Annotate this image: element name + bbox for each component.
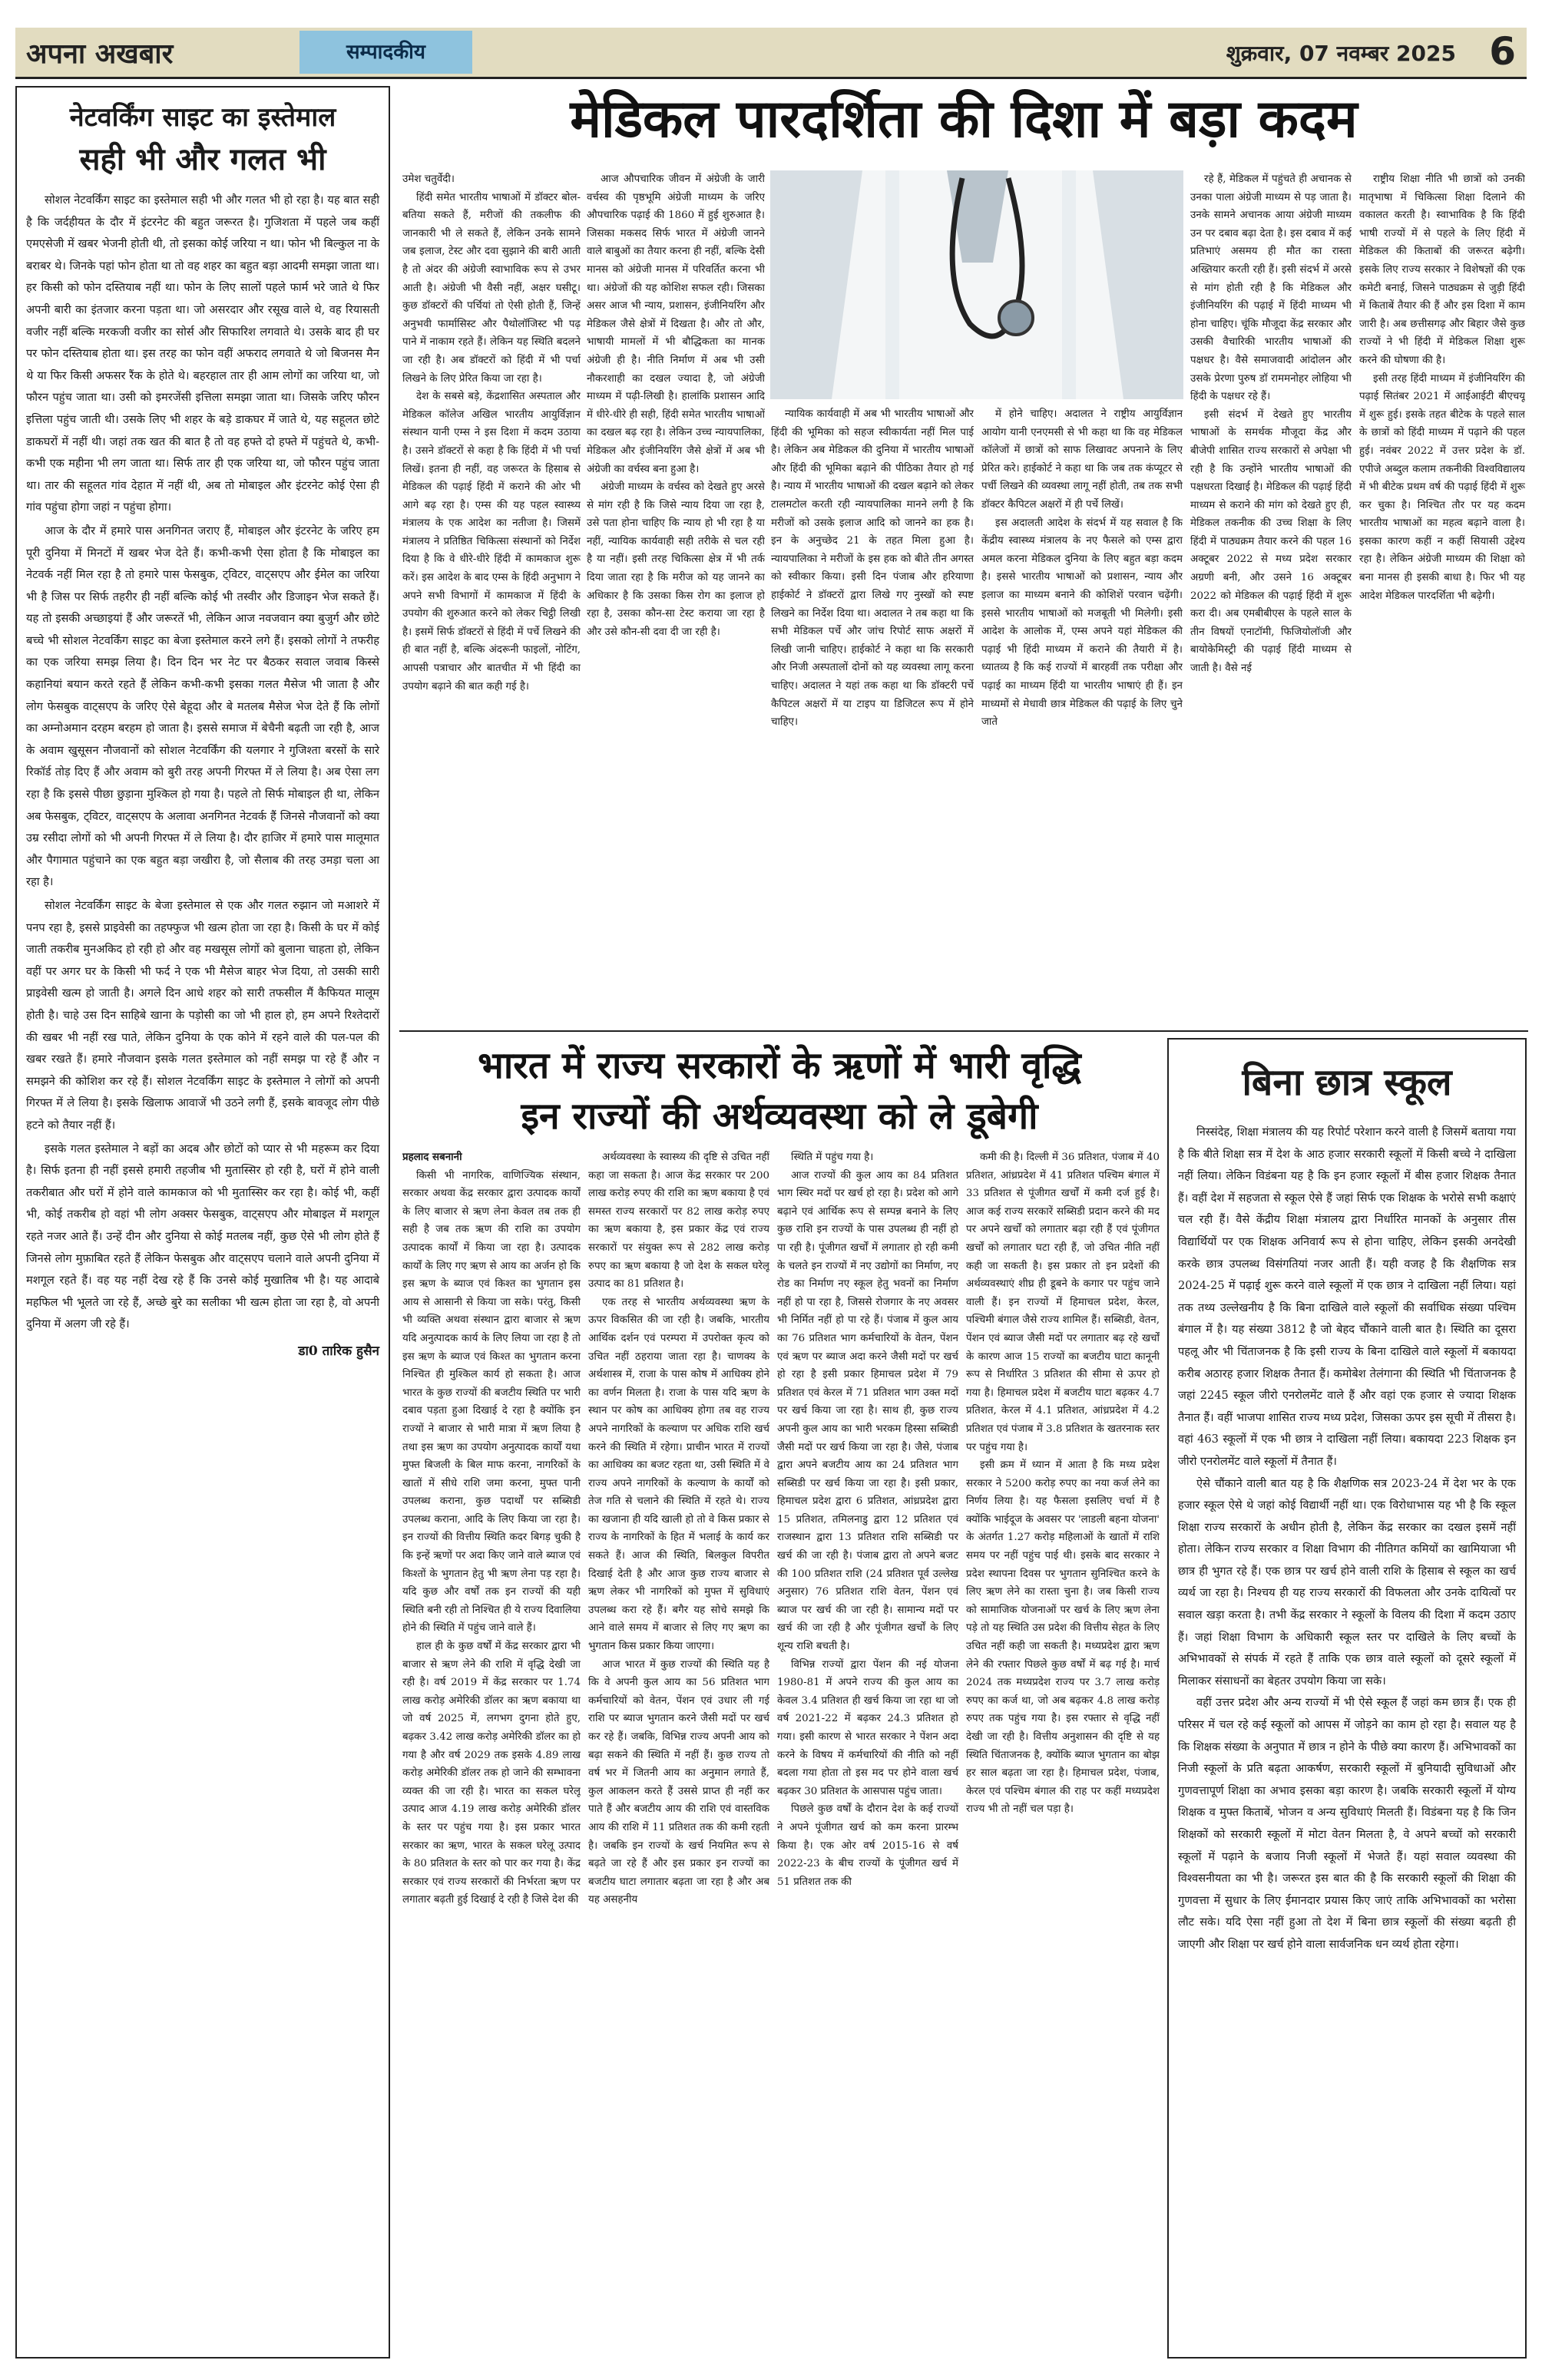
article2-paragraph: प्रहलाद सबनानी — [402, 1151, 462, 1163]
article1-paragraph: उमेश चतुर्वेदी। — [402, 174, 455, 185]
article1-paragraph: हिंदी समेत भारतीय भाषाओं में डॉक्टर बोल-बतिया सकते हैं, मरीजों की तकलीफ की जानकारी भी ले सकते हैं, लेकिन उनके सामने जब इलाज, टेस्ट और दवा सुझाने की बारी आती है तो अंदर की अंग्रेजी स्वाभाविक रूप से उभर आती है। अंग्रेजी भी वैसी नहीं, अक्षर घसीटू। कुछ डॉक्टरों की पर्चियां तो ऐसी होती हैं, जिन्हें अनुभवी फार्मासिस्ट और पैथोलॉजिस्ट भी पढ़ पाने में नाकाम रहते हैं। लेकिन यह स्थिति बदलने जा रही है। अब डॉक्टरों को हिंदी में भी पर्चा लिखने के लिए प्रेरित किया जा रहा है। — [402, 191, 581, 385]
left-article-body — [17, 183, 389, 1368]
article2-column-2 — [588, 1149, 769, 2359]
section-label: सम्पादकीय — [299, 31, 472, 74]
article2-paragraph: पिछले कुछ वर्षों के दौरान देश के कई राज्यों ने अपने पूंजीगत खर्च को कम करना प्रारम्भ किया है। एक ओर वर्ष 2015-16 से वर्ष 2022-23 के बीच राज्यों के पूंजीगत खर्च में 51 प्रतिशत तक की — [777, 1803, 958, 1888]
left-paragraph: सोशल नेटवर्किंग साइट का इस्तेमाल सही भी और गलत भी हो रहा है। यह बात सही है कि जर्दहीयत के दौर में इंटरनेट की बहुत जरूरत है। गुजिशता में पहले जब कहीं एमएसेजी में खबर भेजनी होती थी, तो इसका कोई जरिया न था। फोन भी बिल्कुल ना के बराबर थे। जिनके पहां फोन होता था तो वह शहर का बहुत बड़ा आदमी समझा जाता था। हर किसी को फोन दस्तियाब नहीं था। फोन के लिए सालों पहले फार्म भरे जाते थे फिर अपनी बारी का इंतजार करना पड़ता था। जो असरदार और रसूख वाले थे, वह रियासती वजीर नहीं बल्कि मरकजी वजीर का सोर्स और सिफारिश लगवाते थे। उसके बाद ही घर पर फोन दस्तियाब होता था। इस तरह का फोन वहीं अफराद लगवाते थे जो बिजनस मैन थे या फिर किसी अफसर रैंक के होते थे। बहरहाल तार ही आम लोगों का जरिया था, जो फौरन पहुंच जाता था। उसी को इमरजेंसी इत्तिला समझा जाता था। जिसके जरिए फौरन इत्तिला पहुंच जाती थी। उसके लिए भी शहर के बड़े डाकघर में जाते थे, यह सहूलत छोटे डाकघरों में नहीं थी। जहां तक खत की बात है तो वह हफ्ते दो हफ्ते में पहुंचते थे, कभी-कभी एक महीना भी लग जाता था। सिर्फ तार ही एक जरिया था, जो फौरन पहुंच जाता था। तार की सहूलत गांव देहात में नहीं थी, अब तो मोबाइल और इंटरनेट कोई ऐसा ही गांव पहुंचा होगा जहां न पहुंचा होगा। — [26, 193, 379, 514]
article1-paragraph: इसी तरह हिंदी माध्यम में इंजीनियरिंग की पढ़ाई सितंबर 2021 में आईआईटी बीएचयू में शुरू हुई। इसके तहत बीटेक के पहले साल के छात्रों को हिंदी माध्यम में पढ़ाने की पहल हुई। नवंबर 2022 में उत्तर प्रदेश के डॉ. एपीजे अब्दुल कलाम तकनीकी विश्वविद्यालय में भी बीटेक प्रथम वर्ष की पढ़ाई हिंदी में शुरू कर चुका है। निश्चित तौर पर यह कदम भारतीय भाषाओं का महत्व बढ़ाने वाला है। इसका कारण कहीं न कहीं सियासी उद्देश्य रहा है। लेकिन अंग्रेजी माध्यम की शिक्षा को बना मानस ही इसकी बाधा है। फिर भी यह आदेश मेडिकल पारदर्शिता भी बढ़ेगी। — [1359, 372, 1525, 602]
left-article-title-line2: सही भी और गलत भी — [79, 141, 326, 177]
left-article-byline: डा0 तारिक हुसैन — [298, 1343, 379, 1359]
article1-column-6 — [1359, 170, 1525, 1023]
section-divider — [399, 1030, 1528, 1032]
masthead — [15, 28, 1527, 79]
paper-name: अपना अखबार — [26, 38, 174, 70]
article3-headline: बिना छात्र स्कूल — [1242, 1061, 1452, 1104]
article3-paragraph: निस्संदेह, शिक्षा मंत्रालय की यह रिपोर्ट परेशान करने वाली है जिसमें बताया गया है कि बीते शिक्षा सत्र में देश के आठ हजार सरकारी स्कूलों में किसी बच्चे ने दाखिला नहीं लिया। लेकिन विडंबना यह है कि इन हजार स्कूलों में बीस हजार शिक्षक तैनात हैं। वहीं देश में सहजता से स्कूल ऐसे हैं जहां सिर्फ एक शिक्षक के भरोसे सभी कक्षाएं चल रही हैं। वैसे केंद्रीय शिक्षा मंत्रालय द्वारा निर्धारित मानकों के अनुसार तीस विद्यार्थियों पर एक शिक्षक अनिवार्य रूप से होना चाहिए, लेकिन इसकी अनदेखी करके छात्र उपलब्ध विसंगतियां नजर आती हैं। यही वजह है कि शैक्षणिक सत्र 2024-25 में पढ़ाई शुरू करने वाले स्कूलों में एक छात्र ने दाखिला नहीं लिया। यहां तक तथ्य उल्लेखनीय है कि बिना दाखिले वाले स्कूलों की सर्वाधिक संख्या पश्चिम बंगाल में है। यह संख्या 3812 है जो बेहद चौंकाने वाली बात है। स्थिति का दूसरा पहलू और भी चिंताजनक है कि इसी राज्य के बिना दाखिले वाले स्कूलों में बकायदा करीब अठारह हजार शिक्षक तैनात हैं। कमोबेश तेलंगाना की स्थिति भी चिंताजनक है जहां 2245 स्कूल जीरो एनरोलमेंट वाले हैं और वहां एक हजार से ज्यादा शिक्षक तैनात हैं। वहीं भाजपा शासित राज्य मध्य प्रदेश, जिसका ऊपर इस सूची में तीसरा है। वहां 463 स्कूलों में एक भी छात्र ने दाखिला नहीं लिया। बकायदा 223 शिक्षक इन जीरो एनरोलमेंट वाले स्कूलों में तैनात हैं। — [1178, 1126, 1516, 1468]
article3-paragraph: ऐसे चौंकाने वाली बात यह है कि शैक्षणिक सत्र 2023-24 में देश भर के एक हजार स्कूल ऐसे थे जहां कोई विद्यार्थी नहीं था। एक विरोधाभास यह भी है कि स्कूल शिक्षा राज्य सरकारों के अधीन होती है, लेकिन केंद्र सरकार का दखल इसमें नहीं होता। लेकिन राज्य सरकार व शिक्षा विभाग की नीतिगत कमियों का खामियाजा भी छात्र ही भुगत रहे हैं। एक छात्र पर खर्च होने वाली राशि के हिसाब से स्कूल का खर्च व्यर्थ जा रहा है। निश्चय ही यह राज्य सरकारों की विफलता और उनके दायित्वों पर सवाल खड़ा करता है। तभी केंद्र सरकार ने स्कूलों के विलय की दिशा में कदम उठाए हैं। जहां शिक्षा विभाग के अधिकारी स्कूल स्तर पर दाखिले के लिए बच्चों के अभिभावकों से संपर्क में रहते हैं ताकि एक छात्र वाले स्कूलों को दूसरे स्कूलों में मिलाकर संसाधनों का बेहतर उपयोग किया जा सके। — [1178, 1476, 1516, 1687]
left-article-title-line1: नेटवर्किंग साइट का इस्तेमाल — [69, 102, 336, 133]
article1-column-4 — [981, 405, 1183, 1023]
doctor-stethoscope-photo — [770, 170, 1183, 399]
article2-paragraph: कमी की है। दिल्ली में 36 प्रतिशत, पंजाब में 40 प्रतिशत, आंध्रप्रदेश में 41 प्रतिशत पश्चिम बंगाल में 33 प्रतिशत से पूंजीगत खर्चों में कमी दर्ज हुई है। आज कई राज्य सरकारें सब्सिडी प्रदान करने की मद पर अपने खर्चों को लगातार बढ़ा रही हैं एवं पूंजीगत खर्चों को लगातार घटा रही हैं, जो उचित नीति नहीं कही जा सकती है। इस प्रकार तो इन प्रदेशों की अर्थव्यवस्थाएं शीघ्र ही डूबने के कगार पर पहुंच जाने वाली हैं। इन राज्यों में हिमाचल प्रदेश, केरल, पश्चिमी बंगाल जैसे राज्य शामिल हैं। सब्सिडी, वेतन, पेंशन एवं ब्याज जैसी मदों पर लगातार बढ़ रहे खर्चों के कारण आज 15 राज्यों का बजटीय घाटा कानूनी रूप से निर्धारित 3 प्रतिशत की सीमा से ऊपर हो गया है। हिमाचल प्रदेश में बजटीय घाटा बढ़कर 4.7 प्रतिशत, केरल में 4.1 प्रतिशत, आंध्रप्रदेश में 4.2 प्रतिशत एवं पंजाब में 3.8 प्रतिशत के खतरनाक स्तर पर पहुंच गया है। — [966, 1152, 1160, 1453]
article2-paragraph: एक तरह से भारतीय अर्थव्यवस्था ऋण के ऊपर विकसित की जा रही है। जबकि, भारतीय आर्थिक दर्शन एवं परम्परा में उपरोक्त कृत्य को उचित नहीं ठहराया जाता रहा है। चाणक्य के अर्थशास्त्र में, राजा के पास कोष में आधिक्य होने का वर्णन मिलता है। राजा के पास यदि ऋण के स्थान पर कोष का आधिक्य होगा तब वह राज्य अपने नागरिकों के कल्याण पर अधिक राशि खर्च करने की स्थिति में रहेगा। प्राचीन भारत में राज्यों का आधिक्य का बजट रहता था, उसी स्थिति में वे राज्य अपने नागरिकों के कल्याण के कार्यों को तेज गति से चलाने की स्थिति में रहते थे। राज्य का खजाना ही यदि खाली हो तो वे किस प्रकार से राज्य के नागरिकों के हित में भलाई के कार्य कर सकते हैं। आज की स्थिति, बिलकुल विपरीत दिखाई देती है और आज कुछ राज्य बाजार से ऋण लेकर भी नागरिकों को मुफ्त में सुविधाएं उपलब्ध करा रहे हैं। बगैर यह सोचे समझे कि आने वाले समय में बाजार से लिए गए ऋण का भुगतान किस प्रकार किया जाएगा। — [588, 1296, 769, 1653]
article1-paragraph: न्यायिक कार्यवाही में अब भी भारतीय भाषाओं और हिंदी की भूमिका को सहज स्वीकार्यता नहीं मिल पाई है। लेकिन अब मेडिकल की दुनिया में भारतीय भाषाओं और हिंदी की भूमिका बढ़ाने की पीठिका तैयार हो गई है। न्याय में भारतीय भाषाओं की दखल बढ़ाने को लेकर टालमटोल करती रही न्यायपालिका मानने लगी है कि मरीजों को उसके इलाज आदि को जानने का हक है। इन के अनुच्छेद 21 के तहत मिला हुआ है। न्यायपालिका ने मरीजों के इस हक को बीते तीन अगस्त को स्वीकार किया। इसी दिन पंजाब और हरियाणा हाईकोर्ट ने डॉक्टरों द्वारा लिखे गए नुस्खों को स्पष्ट लिखने का निर्देश दिया था। अदालत ने तब कहा था कि सभी मेडिकल पर्चे और जांच रिपोर्ट साफ अक्षरों में लिखी जानी चाहिए। हाईकोर्ट ने कहा था कि सरकारी और निजी अस्पतालों दोनों को यह व्यवस्था लागू करना चाहिए। अदालत ने यहां तक कहा था कि डॉक्टरी पर्चे कैपिटल अक्षरों में या टाइप या डिजिटल रूप में होने चाहिए। — [771, 408, 974, 729]
article1-paragraph: में होने चाहिए। अदालत ने राष्ट्रीय आयुर्विज्ञान आयोग यानी एनएमसी से भी कहा था कि वह मेडिकल कॉलेजों में छात्रों को साफ लिखावट अपनाने के लिए प्रेरित करे। हाईकोर्ट ने कहा था कि जब तक कंप्यूटर से पर्ची लिखने की व्यवस्था लागू नहीं होती, तब तक सभी डॉक्टर कैपिटल अक्षरों में ही पर्चे लिखें। — [981, 408, 1183, 511]
article1-column-1 — [402, 170, 581, 1023]
article1-column-5 — [1190, 170, 1352, 1023]
doctor-photo-illustration — [770, 170, 1183, 399]
left-paragraph: इसके गलत इस्तेमाल ने बड़ों का अदब और छोटों को प्यार से भी महरूम कर दिया है। सिर्फ इतना ही नहीं इससे हमारी तहजीब भी मुतास्सिर हो रही है, घरों में होने वाली तकरीबात और घरों में होने वाले कामकाज को भी मुतास्सिर कर रहा है। कोई भी, कहीं भी, कोई तकरीब हो वहां भी लोग अक्सर फेसबुक, वाट्सएप और मोबाइल में मशगूल रहते नजर आते हैं। उन्हें दीन और दुनिया से कोई मतलब नहीं, कुछ ऐसे भी लोग होते हैं जिनसे लोग मुफ़ाबित रहते हैं लेकिन फेसबुक और वाट्सएप चलाने वाले अपनी दुनिया में मशगूल रहते हैं। वह यह नहीं देख रहे हैं कि उनसे कोई मुखातिब भी है। यह आदाबे महफिल भी भूलते जा रहे हैं, अच्छे बुरे का सलीका भी खत्म होता जा रहा है, वो अपनी दुनिया में अलग जी रहे हैं। — [26, 1142, 379, 1331]
article3-body — [1169, 1119, 1525, 1959]
article1-paragraph: आज औपचारिक जीवन में अंग्रेजी के जारी वर्चस्व की पृष्ठभूमि अंग्रेजी माध्यम के जरिए औपचारिक पढ़ाई की 1860 में हुई शुरुआत है। जिसका मकसद सिर्फ भारत में अंग्रेजी जानने वाले बाबुओं का तैयार करना ही नहीं, बल्कि देसी मानस को अंग्रेजी मानस में परिवर्तित करना भी था। अंग्रेजों की यह कोशिश सफल रही। जिसका असर आज भी न्याय, प्रशासन, इंजीनियरिंग और मेडिकल जैसे क्षेत्रों में दिखता है। और तो और, भाषायी मामलों में भी बौद्धिकता का मानक अंग्रेजी ही है। नीति निर्माण में अब भी उसी नौकरशाही का दखल ज्यादा है, जो अंग्रेजी माध्यम में पढ़ी-लिखी है। हालांकि प्रशासन आदि में धीरे-धीरे ही सही, हिंदी समेत भारतीय भाषाओं का दखल बढ़ रहा है। लेकिन उच्च न्यायपालिका, मेडिकल और इंजीनियरिंग जैसे क्षेत्रों में अब भी अंग्रेजी का वर्चस्व बना हुआ है। — [587, 174, 765, 475]
article2-paragraph: अर्थव्यवस्था के स्वास्थ्य की दृष्टि से उचित नहीं कहा जा सकता है। आज केंद्र सरकार पर 200 लाख करोड़ रुपए की राशि का ऋण बकाया है एवं समस्त राज्य सरकारों पर 82 लाख करोड़ रुपए का ऋण बकाया है, इस प्रकार केंद्र एवं राज्य सरकारों पर संयुक्त रूप से 282 लाख करोड़ रुपए का ऋण बकाया है जो देश के सकल घरेलू उत्पाद का 81 प्रतिशत है। — [588, 1152, 769, 1291]
article2-headline-line1: भारत में राज्य सरकारों के ऋणों में भारी वृद्धि — [478, 1044, 1081, 1087]
issue-date: शुक्रवार, 07 नवम्बर 2025 — [1226, 41, 1456, 66]
article1-paragraph: देश के सबसे बड़े, केंद्रशासित अस्पताल और मेडिकल कॉलेज अखिल भारतीय आयुर्विज्ञान संस्थान यानी एम्स ने इस दिशा में कदम उठाया है। उसने डॉक्टरों से कहा है कि हिंदी में भी पर्चा लिखें। इतना ही नहीं, वह जरूरत के हिसाब से मेडिकल की पढ़ाई हिंदी में कराने की ओर भी आगे बढ़ रहा है। एम्स की यह पहल स्वास्थ्य मंत्रालय के एक आदेश का नतीजा है। जिसमें मंत्रालय ने प्रतिष्ठित चिकित्सा संस्थानों को निर्देश दिया है कि वे धीरे-धीरे हिंदी में कामकाज शुरू करें। इस आदेश के बाद एम्स के हिंदी अनुभाग ने अपने सभी विभागों में कामकाज में हिंदी के उपयोग की शुरुआत करने को लेकर चिट्ठी लिखी है। इसमें सिर्फ डॉक्टरों से हिंदी में पर्चे लिखने की ही बात नहीं है, बल्कि अंदरूनी फाइलों, नोटिंग, आपसी पत्राचार और बातचीत में भी हिंदी का उपयोग बढ़ाने की बात कही गई है। — [402, 391, 581, 693]
article1-column-2 — [587, 170, 765, 1023]
article3-box — [1167, 1038, 1527, 2359]
article2-column-4 — [966, 1149, 1160, 2359]
article2-paragraph: किसी भी नागरिक, वाणिज्यिक संस्थान, सरकार अथवा केंद्र सरकार द्वारा उत्पादक कार्यों के लिए बाजार से ऋण लेना केवल तब तक ही सही है जब तक ऋण की राशि का उपयोग उत्पादक कार्यों में किया जा रहा है। उत्पादक कार्यों के लिए गए ऋण से आय का अर्जन हो कि इस ऋण के ब्याज एवं किश्त का भुगतान इस आय से आसानी से किया जा सके। परंतु, किसी भी व्यक्ति अथवा संस्थान द्वारा बाजार से ऋण यदि अनुत्पादक कार्य के लिए लिया जा रहा है तो इस ऋण के ब्याज एवं किश्त का भुगतान करना निश्चित ही मुश्किल कार्य हो सकता है। आज भारत के कुछ राज्यों की बजटीय स्थिति पर भारी दबाव पड़ता हुआ दिखाई दे रहा है क्योंकि इन राज्यों ने बाजार से भारी मात्रा में ऋण लिया है तथा इस ऋण का उपयोग अनुत्पादक कार्यों यथा मुफ्त बिजली के बिल माफ करना, नागरिकों के खातों में सीधे राशि जमा करना, मुफ्त पानी उपलब्ध कराना, कुछ पदार्थों पर सब्सिडी उपलब्ध कराना, आदि के लिए किया जा रहा है। इन राज्यों की वित्तीय स्थिति कदर बिगड़ चुकी है कि इन्हें ऋणों पर अदा किए जाने वाले ब्याज एवं किश्तों के भुगतान हेतु भी ऋण लेना पड़ रहा है। यदि कुछ और वर्षों तक इन राज्यों की यही स्थिति बनी रही तो निश्चित ही ये राज्य दिवालिया होने की स्थिति में पहुंच जाने वाले हैं। — [402, 1169, 581, 1635]
article2-column-1 — [402, 1149, 581, 2359]
article1-paragraph: अंग्रेजी माध्यम के वर्चस्व को देखते हुए अरसे से मांग रही है कि जिसे न्याय दिया जा रहा है, उसे पता होना चाहिए कि न्याय हो भी रहा है या नहीं, न्यायिक कार्यवाही सही तरीके से चल रही है या नहीं। इसी तरह चिकित्सा क्षेत्र में भी तर्क दिया जाता रहा है कि मरीज को यह जानने का अधिकार है कि उसका किस रोग का इलाज हो रहा है, उसका कौन-सा टेस्ट कराया जा रहा है और उसे कौन-सी दवा दी जा रही है। — [587, 481, 765, 638]
article2-paragraph: हाल ही के कुछ वर्षों में केंद्र सरकार द्वारा भी बाजार से ऋण लेने की राशि में वृद्धि देखी जा रही है। वर्ष 2019 में केंद्र सरकार पर 1.74 लाख करोड़ अमेरिकी डॉलर का ऋण बकाया था जो वर्ष 2025 में, लगभग दुगना होते हुए, बढ़कर 3.42 लाख करोड़ अमेरिकी डॉलर का हो गया है और वर्ष 2029 तक इसके 4.89 लाख करोड़ अमेरिकी डॉलर तक हो जाने की सम्भावना व्यक्त की जा रही है। भारत का सकल घरेलू उत्पाद आज 4.19 लाख करोड़ अमेरिकी डॉलर के स्तर पर पहुंच गया है। इस प्रकार भारत सरकार का ऋण, भारत के सकल घरेलू उत्पाद के 80 प्रतिशत के स्तर को पार कर गया है। केंद्र सरकार एवं राज्य सरकारों की निर्भरता ऋण पर लगातार बढ़ती हुई दिखाई दे रही है जिसे देश की — [402, 1641, 581, 1906]
left-paragraph: सोशल नेटवर्किंग साइट के बेजा इस्तेमाल से एक और गलत रुझान जो मआशरे में पनप रहा है, इससे प्राइवेसी का तहफ्फुज भी खत्म होता जा रहा है। किसी के घर में कोई जाती तकरीब मुनअकिद हो रही हो और वह मखसूस लोगों को बुलाना चाहता हो, लेकिन वहीं पर अगर घर के किसी भी फर्द ने एक भी मैसेज बाहर भेज दिया, तो उसकी सारी प्राइवेसी खत्म हो जाती है। अगले दिन आधे शहर को सारी तफसील मैं कैफियत मालूम होती है। चाहे उस दिन साहिबे खाना के पड़ोसी का जो भी हाल हो, हम अपने रिश्तेदारों की खबर भी नहीं रख पाते, लेकिन दुनिया के एक कोने में रहने वाले की पल-पल की खबर रखते हैं। हमारे नौजवान इसके गलत इस्तेमाल को नहीं समझ पा रहे हैं और न समझने की कोशिश कर रहे हैं। सोशल नेटवर्किंग साइट के इस्तेमाल ने लोगों को अपनी गिरफ्त में ले लिया है। इसके खिलाफ आवाजें भी उठने लगी हैं, इसके बावजूद लोग पीछे हटने को तैयार नहीं हैं। — [26, 899, 379, 1132]
article2-paragraph: आज भारत में कुछ राज्यों की स्थिति यह है कि वे अपनी कुल आय का 56 प्रतिशत भाग कर्मचारियों को वेतन, पेंशन एवं उधार ली गई राशि पर ब्याज भुगतान करने जैसी मदों पर खर्च कर रहे हैं। जबकि, विभिन्न राज्य अपनी आय को बढ़ा सकने की स्थिति में नहीं हैं। कुछ राज्य तो वर्ष भर में जितनी आय का अनुमान लगाते हैं, कुल आकलन करते हैं उससे प्राप्त ही नहीं कर पाते हैं और बजटीय आय की राशि एवं वास्तविक आय की राशि में 11 प्रतिशत तक की कमी रहती है। जबकि इन राज्यों के खर्च नियमित रूप से बढ़ते जा रहे हैं और इस प्रकार इन राज्यों का बजटीय घाटा लगातार बढ़ता जा रहा है और अब यह असहनीय — [588, 1658, 769, 1906]
article3-paragraph: वहीं उत्तर प्रदेश और अन्य राज्यों में भी ऐसे स्कूल हैं जहां कम छात्र हैं। एक ही परिसर में चल रहे कई स्कूलों को आपस में जोड़ने का काम हो रहा है। सवाल यह है कि शिक्षक संख्या के अनुपात में छात्र न होने के पीछे क्या कारण हैं। अभिभावकों का निजी स्कूलों के प्रति बढ़ता आकर्षण, सरकारी स्कूलों में बुनियादी सुविधाओं और गुणवत्तापूर्ण शिक्षा का अभाव इसका बड़ा कारण है। जबकि सरकारी स्कूलों में योग्य शिक्षक व मुफ्त किताबें, भोजन व अन्य सुविधाएं मिलती हैं। विडंबना यह है कि जिन शिक्षकों को सरकारी स्कूलों में मोटा वेतन मिलता है, वे अपने बच्चों को सरकारी स्कूलों में पढ़ाने के बजाय निजी स्कूलों में भेजते हैं। यहां सवाल व्यवस्था की विश्वसनीयता का भी है। जरूरत इस बात की है कि सरकारी स्कूलों की शिक्षा की गुणवत्ता में सुधार के लिए ईमानदार प्रयास किए जाएं ताकि अभिभावकों का भरोसा लौट सके। यदि ऐसा नहीं हुआ तो देश में बिना छात्र स्कूलों की संख्या बढ़ती ही जाएगी और शिक्षा पर खर्च होने वाला सार्वजनिक धन व्यर्थ होता रहेगा। — [1178, 1696, 1516, 1951]
article1-paragraph: राष्ट्रीय शिक्षा नीति भी छात्रों को उनकी मातृभाषा में चिकित्सा शिक्षा दिलाने की वकालत करती है। स्वाभाविक है कि हिंदी भाषी राज्यों में से पहले के लिए हिंदी में मेडिकल की किताबों की जरूरत बढ़ेगी। इसके लिए राज्य सरकार ने विशेषज्ञों की एक कमेटी बनाई, जिसने पाठ्यक्रम से जुड़ी हिंदी में किताबें तैयार की हैं और इस दिशा में काम जारी है। अब छत्तीसगढ़ और बिहार जैसे कुछ राज्यों ने भी हिंदी में मेडिकल शिक्षा शुरू करने की घोषणा की है। — [1359, 174, 1525, 366]
article2-paragraph: इसी क्रम में ध्यान में आता है कि मध्य प्रदेश सरकार ने 5200 करोड़ रुपए का नया कर्ज लेने का निर्णय लिया है। यह फैसला इसलिए चर्चा में है क्योंकि भाईदूज के अवसर पर 'लाडली बहना योजना' के अंतर्गत 1.27 करोड़ महिलाओं के खातों में राशि समय पर नहीं पहुंच पाई थी। इसके बाद सरकार ने प्रदेश स्थापना दिवस पर भुगतान सुनिश्चित करने के लिए ऋण लेने का रास्ता चुना है। जब किसी राज्य को सामाजिक योजनाओं पर खर्च के लिए ऋण लेना पड़े तो यह स्थिति उस प्रदेश की वित्तीय सेहत के लिए उचित नहीं कही जा सकती है। मध्यप्रदेश द्वारा ऋण लेने की रफ्तार पिछले कुछ वर्षों में बढ़ गई है। मार्च 2024 तक मध्यप्रदेश राज्य पर 3.7 लाख करोड़ रुपए का कर्ज था, जो अब बढ़कर 4.8 लाख करोड़ रुपए तक पहुंच गया है। इस रफ्तार से वृद्धि नहीं देखी जा रही है। वित्तीय अनुशासन की दृष्टि से यह स्थिति चिंताजनक है, क्योंकि ब्याज भुगतान का बोझ हर साल बढ़ता जा रहा है। हिमाचल प्रदेश, पंजाब, केरल एवं पश्चिम बंगाल की राह पर कहीं मध्यप्रदेश राज्य भी तो नहीं चल पड़ा है। — [966, 1459, 1160, 1816]
article1-paragraph: इस अदालती आदेश के संदर्भ में यह सवाल है कि केंद्रीय स्वास्थ्य मंत्रालय के नए फैसले को एम्स द्वारा अमल करना मेडिकल दुनिया के लिए बहुत बड़ा कदम है। इससे भारतीय भाषाओं को प्रशासन, न्याय और इलाज का माध्यम बनाने की कोशिशें परवान चढ़ेंगी। इससे भारतीय भाषाओं को मजबूती भी मिलेगी। इसी आदेश के आलोक में, एम्स अपने यहां मेडिकल की पढ़ाई भी हिंदी माध्यम में कराने की तैयारी में है। ध्यातव्य है कि कई राज्यों में बारहवीं तक परीक्षा और पढ़ाई का माध्यम हिंदी या भारतीय भाषाएं ही हैं। इन माध्यमों से मेधावी छात्र मेडिकल की पढ़ाई के लिए चुने जाते — [981, 517, 1183, 729]
left-column-article — [15, 86, 390, 2359]
article2-column-3 — [777, 1149, 958, 2359]
article1-paragraph: इसी संदर्भ में देखते हुए भारतीय भाषाओं के समर्थक मौजूदा केंद्र और बीजेपी शासित राज्य सरकारों से अपेक्षा भी रही है कि उन्होंने भारतीय भाषाओं की पक्षधरता दिखाई है। मेडिकल की पढ़ाई हिंदी माध्यम से कराने की मांग को देखते हुए ही, मेडिकल तकनीक की उच्च शिक्षा के लिए हिंदी में पाठ्यक्रम तैयार करने की पहल 16 अक्टूबर 2022 से मध्य प्रदेश सरकार अग्रणी बनी, और उसने 16 अक्टूबर 2022 को मेडिकल की पढ़ाई हिंदी में शुरू करा दी। अब एमबीबीएस के पहले साल के तीन विषयों एनाटॉमी, फिजियोलॉजी और बायोकेमिस्ट्री की पढ़ाई हिंदी माध्यम से जाती है। वैसे नई — [1190, 408, 1352, 675]
page-number: 6 — [1489, 29, 1516, 74]
main-headline: मेडिकल पारदर्शिता की दिशा में बड़ा कदम — [570, 89, 1358, 150]
article1-paragraph: रहे हैं, मेडिकल में पहुंचते ही अचानक से उनका पाला अंग्रेजी माध्यम से पड़ जाता है। उनके सामने अचानक आया अंग्रेजी माध्यम उन पर दबाव बढ़ा देता है। इस दबाव में कई प्रतिभाएं असमय ही मौत का रास्ता अख्तियार करती रही हैं। इसी संदर्भ में अरसे से मांग होती रही है कि मेडिकल और इंजीनियरिंग की पढ़ाई में हिंदी माध्यम भी होना चाहिए। चूंकि मौजूदा केंद्र सरकार और उसकी वैचारिकी भारतीय भाषाओं की पक्षधर है। वैसे समाजवादी आंदोलन और उसके प्रेरणा पुरुष डॉ राममनोहर लोहिया भी हिंदी के पक्षधर रहे हैं। — [1190, 174, 1352, 403]
article2-paragraph: आज राज्यों की कुल आय का 84 प्रतिशत भाग स्थिर मदों पर खर्च हो रहा है। प्रदेश को आगे बढ़ाने एवं आर्थिक रूप से सम्पन्न बनाने के लिए कुछ राशि इन राज्यों के पास उपलब्ध ही नहीं हो पा रही है। पूंजीगत खर्चों में लगातार हो रही कमी के चलते इन राज्यों में नए उद्योगों का निर्माण, नए रोड का निर्माण नए स्कूल हेतु भवनों का निर्माण नहीं हो पा रहा है, जिससे रोजगार के नए अवसर भी निर्मित नहीं हो पा रहे हैं। पंजाब में कुल आय का 76 प्रतिशत भाग कर्मचारियों के वेतन, पेंशन एवं ऋण पर ब्याज अदा करने जैसी मदों पर खर्च हो रहा है इसी प्रकार हिमाचल प्रदेश में 79 प्रतिशत एवं केरल में 71 प्रतिशत भाग उक्त मदों पर खर्च किया जा रहा है। साथ ही, कुछ राज्य अपनी कुल आय का भारी भरकम हिस्सा सब्सिडी जैसी मदों पर खर्च किया जा रहा है। जैसे, पंजाब द्वारा अपने बजटीय आय का 24 प्रतिशत भाग सब्सिडी पर खर्च किया जा रहा है। इसी प्रकार, हिमाचल प्रदेश द्वारा 6 प्रतिशत, आंध्रप्रदेश द्वारा 15 प्रतिशत, तमिलनाडु द्वारा 12 प्रतिशत एवं राजस्थान द्वारा 13 प्रतिशत राशि सब्सिडी पर खर्च की जा रही है। पंजाब द्वारा तो अपने बजट की 100 प्रतिशत राशि (24 प्रतिशत पूर्व उल्लेख अनुसार) 76 प्रतिशत राशि वेतन, पेंशन एवं ब्याज पर खर्च की जा रही है। सामान्य मदों पर खर्च की जा रही है और पूंजीगत खर्चों के लिए शून्य राशि बचती है। — [777, 1169, 958, 1653]
article2-headline — [399, 1040, 1160, 1142]
article2-paragraph: विभिन्न राज्यों द्वारा पेंशन की नई योजना 1980-81 में अपने राज्य की कुल आय का केवल 3.4 प्रतिशत ही खर्च किया जा रहा था जो वर्ष 2021-22 में बढ़कर 24.3 प्रतिशत हो गया। इसी कारण से भारत सरकार ने पेंशन अदा करने के विषय में कर्मचारियों की नीति को नहीं बदला गया होता तो इस मद पर होने वाला खर्च बढ़कर 30 प्रतिशत के आसपास पहुंच जाता। — [777, 1658, 958, 1797]
article1-column-3 — [771, 405, 974, 1023]
article2-paragraph: स्थिति में पहुंच गया है। — [791, 1152, 874, 1163]
article2-headline-line2: इन राज्यों की अर्थव्यवस्था को ले डूबेगी — [521, 1095, 1038, 1138]
left-paragraph: आज के दौर में हमारे पास अनगिनत जराए हैं, मोबाइल और इंटरनेट के जरिए हम पूरी दुनिया में मिनटों में खबर भेज देते हैं। कभी-कभी ऐसा होता है कि मोबाइल का नेटवर्क नहीं मिल रहा है तो हमारे पास फेसबुक, ट्विटर, वाट्सएप और ईमेल का जरिया भी है जिस पर सिर्फ तहरीर ही नहीं बल्कि कोई भी तस्वीर और डिजाइन भेज सकते हैं। यह तो इसकी अच्छाइयां हैं और जरूरतें भी, लेकिन आज नवजवान क्या बुजुर्ग और छोटे बच्चे भी सोशल नेटवर्किंग साइट का बेजा इस्तेमाल करने लगे हैं। इसको लोगों ने तफरीह का एक जरिया समझ लिया है। दिन दिन भर नेट पर बैठकर सवाल जवाब किस्से कहानियां बयान करते रहते हैं लेकिन कभी-कभी इसका गलत मैसेज भी जाता है और लोग फेसबुक वाट्सएप के जरिए ऐसे बेहूदा और बे मतलब मैसेज भेज देते हैं कि लोगों का अम्नोअमान दरहम बरहम हो जाता है। इससे समाज में बेचैनी बढ़ती जा रही है, आज के अवाम खुसूसन नौजवानों को सोशल नेटवर्किंग की यलगार ने गुजिश्ता बरसों के सारे रिकॉर्ड तोड़ दिए हैं और अवाम को बुरी तरह अपनी गिरफ्त में ले लिया है। अब ऐसा लग रहा है कि इससे पीछा छुड़ाना मुश्किल हो गया है। पहले तो सिर्फ मोबाइल ही था, लेकिन अब फेसबुक, ट्विटर, वाट्सएप के अलावा अनगिनत नेटवर्क हैं जिनसे नौजवानों को क्या उम्र रसीदा लोगों को भी अपनी गिरफ्त में ले लिया है। दौर हाजिर में हमारे पास मालूमात और पैगामात पहुंचाने का एक बहुत बड़ा जखीरा है, जो सैलाब की तरह उमड़ा चला आ रहा है। — [26, 524, 379, 889]
